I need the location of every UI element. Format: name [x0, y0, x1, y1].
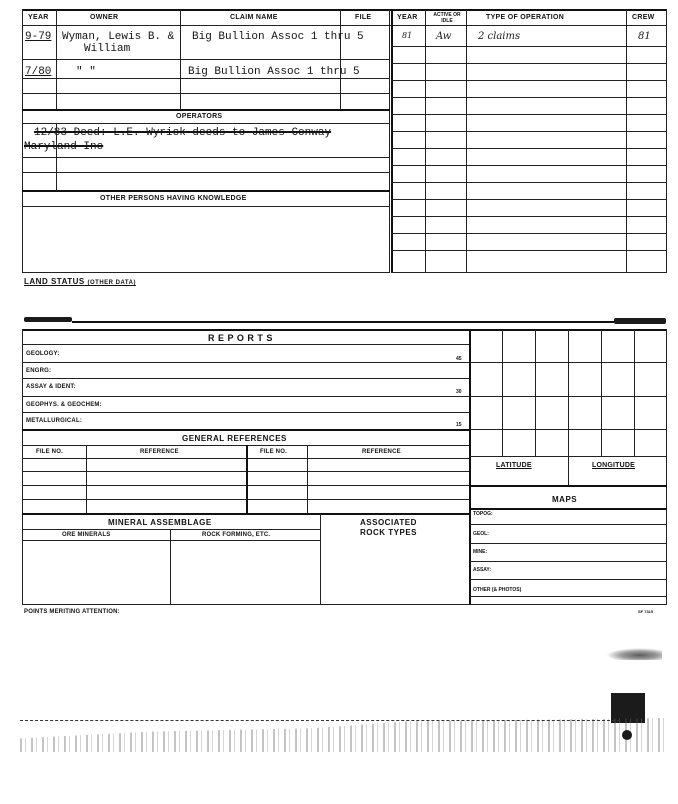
metallurgical-num: 15: [456, 422, 462, 428]
owner-row-1-owner: Wyman, Lewis B. &: [62, 31, 175, 43]
maps-topog: TOPOG:: [473, 511, 493, 517]
owner-row-1-claim: Big Bullion Assoc 1 thru 5: [192, 31, 364, 43]
owner-row-2-owner: " ": [76, 66, 96, 78]
maps-other: OTHER (& PHOTOS): [473, 587, 522, 593]
longitude-label: LONGITUDE: [592, 462, 636, 469]
maps-mine: MINE:: [473, 549, 488, 555]
latitude-label: LATITUDE: [496, 462, 532, 469]
metallurgical-label: METALLURGICAL:: [26, 418, 83, 424]
type-of-operation-header: TYPE OF OPERATION: [486, 14, 565, 21]
scan-artifact-speckle: [606, 648, 662, 660]
assay-ident-num: 30: [456, 389, 462, 395]
activity-row-1-active: Aw: [436, 31, 452, 42]
operators-text-line-1: 12/83 Deed: L.E. Wyrick deeds to James Conway: [34, 127, 332, 139]
scan-smudge-left: [24, 317, 72, 322]
gr-file-no-2-header: FILE NO.: [260, 449, 287, 455]
ore-minerals-header: ORE MINERALS: [62, 532, 111, 538]
year-header: YEAR: [28, 14, 49, 21]
reports-title: R E P O R T S: [208, 333, 273, 343]
scan-artifact-dot: [622, 730, 632, 740]
maps-geol: GEOL:: [473, 531, 489, 537]
owner-row-1-owner-cont: William: [84, 43, 131, 55]
active-idle-header: ACTIVE OR IDLE: [433, 12, 461, 24]
engrg-label: ENGRG:: [26, 368, 52, 374]
activity-row-1-crew: 81: [638, 31, 651, 42]
maps-title: MAPS: [552, 495, 578, 504]
scan-smudge-right: [614, 318, 666, 324]
owner-header: OWNER: [90, 14, 119, 21]
geophys-label: GEOPHYS. & GEOCHEM:: [26, 402, 102, 408]
associated-header: ASSOCIATED: [360, 518, 417, 527]
crew-header: CREW: [632, 14, 655, 21]
land-status-label: [24, 277, 136, 286]
claim-name-header: CLAIM NAME: [230, 14, 278, 21]
year2-header: YEAR: [397, 14, 418, 21]
gr-file-no-1-header: FILE NO.: [36, 449, 63, 455]
maps-assay: ASSAY:: [473, 567, 492, 573]
activity-row-1-operation: 2 claims: [478, 31, 521, 42]
form-number: SF 7315: [638, 609, 654, 614]
geology-label: GEOLOGY:: [26, 351, 60, 357]
points-meriting-attention-label: POINTS MERITING ATTENTION:: [24, 609, 120, 615]
other-persons-label: OTHER PERSONS HAVING KNOWLEDGE: [100, 195, 247, 202]
gr-reference-2-header: REFERENCE: [362, 449, 401, 455]
operators-label: OPERATORS: [176, 113, 223, 120]
file-header: FILE: [355, 14, 372, 21]
mineral-assemblage-title: MINERAL ASSEMBLAGE: [108, 518, 212, 527]
operators-text-line-2: Maryland Inc: [24, 141, 104, 153]
owner-row-2-year: 7/80: [25, 66, 52, 78]
assay-ident-label: ASSAY & IDENT:: [26, 384, 76, 390]
owner-row-1-year: 9-79: [25, 31, 52, 43]
scan-artifact-band: [20, 718, 666, 752]
land-status-sublabel: (OTHER DATA): [87, 280, 136, 286]
general-references-title: GENERAL REFERENCES: [182, 434, 287, 443]
gr-reference-1-header: REFERENCE: [140, 449, 179, 455]
rock-types-header: ROCK TYPES: [360, 528, 418, 537]
owner-row-2-claim: Big Bullion Assoc 1 thru 5: [188, 66, 360, 78]
land-status-title: LAND STATUS: [24, 277, 85, 286]
geology-num: 45: [456, 356, 462, 362]
activity-row-1-year: 81: [402, 31, 413, 40]
rock-forming-header: ROCK FORMING, ETC.: [202, 532, 271, 538]
